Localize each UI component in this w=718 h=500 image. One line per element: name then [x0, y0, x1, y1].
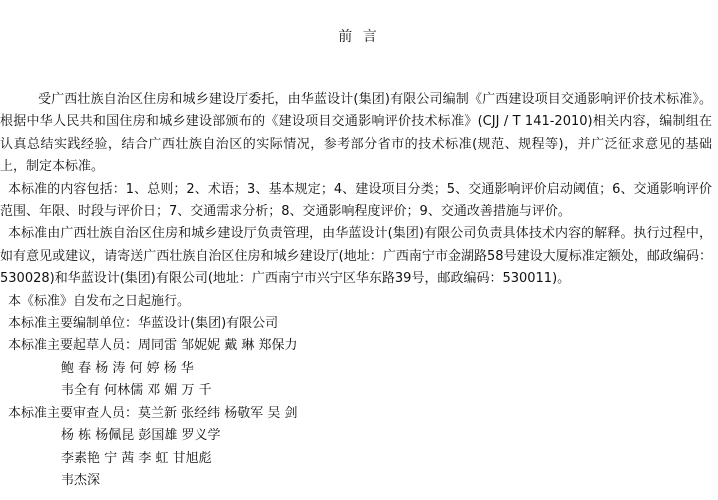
intro-paragraph: 受广西壮族自治区住房和城乡建设厅委托，由华蓝设计(集团)有限公司编制《广西建设项目交通影响评价技术标准》。根据中华人民共和国住房和城乡建设部颁布的《建设项目交通影响评价技术标准》(CJJ / T 141-2010)相关内容，编制组在认真总结实践经验，结合广西壮族自治区的实际情况，参考部分省市的技术标准(规范、规程等)，并广泛征求意见的基础上，制定本标准。 — [0, 92, 712, 175]
drafters-names-line: 鲍 春 杨 涛 何 婷 杨 华 — [61, 360, 194, 376]
contents-paragraph: 本标准的内容包括：1、总则；2、术语；3、基本规定；4、建设项目分类；5、交通影响评价启动阈值；6、交通影响评价范围、年限、时段与评价日；7、交通需求分析；8、交通影响程度评价；9、交通改善措施与评价。 — [0, 181, 712, 220]
reviewers-names-line: 李素艳 宁 茜 李 虹 甘旭彪 — [61, 450, 212, 466]
drafters-line: 本标准主要起草人员：周同雷 邹妮妮 戴 琳 郑保力 — [8, 338, 298, 354]
page-title: 前 言 — [338, 29, 380, 45]
effective-date-line: 本《标准》自发布之日起施行。 — [8, 293, 191, 309]
chief-unit-line: 本标准主要编制单位：华蓝设计(集团)有限公司 — [8, 316, 279, 332]
document-body — [0, 89, 718, 492]
reviewers-names-line: 杨 栋 杨佩昆 彭国雄 罗义学 — [61, 428, 221, 444]
reviewers-line: 本标准主要审查人员：莫兰新 张经纬 杨敬军 吴 剑 — [8, 405, 298, 421]
drafters-names-line: 韦全有 何林儒 邓 媚 万 千 — [61, 383, 212, 399]
management-paragraph: 本标准由广西壮族自治区住房和城乡建设厅负责管理，由华蓝设计(集团)有限公司负责具体技术内容的解释。执行过程中，如有意见或建议，请寄送广西壮族自治区住房和城乡建设厅(地址：广西南宁市金湖路58号建设大厦标准定额处，邮政编码：530028)和华蓝设计(集团)有限公司(地址：广西南宁市兴宁区华东路39号，邮政编码：530011)。 — [0, 226, 712, 287]
reviewers-names-line: 韦杰深 — [61, 472, 101, 488]
